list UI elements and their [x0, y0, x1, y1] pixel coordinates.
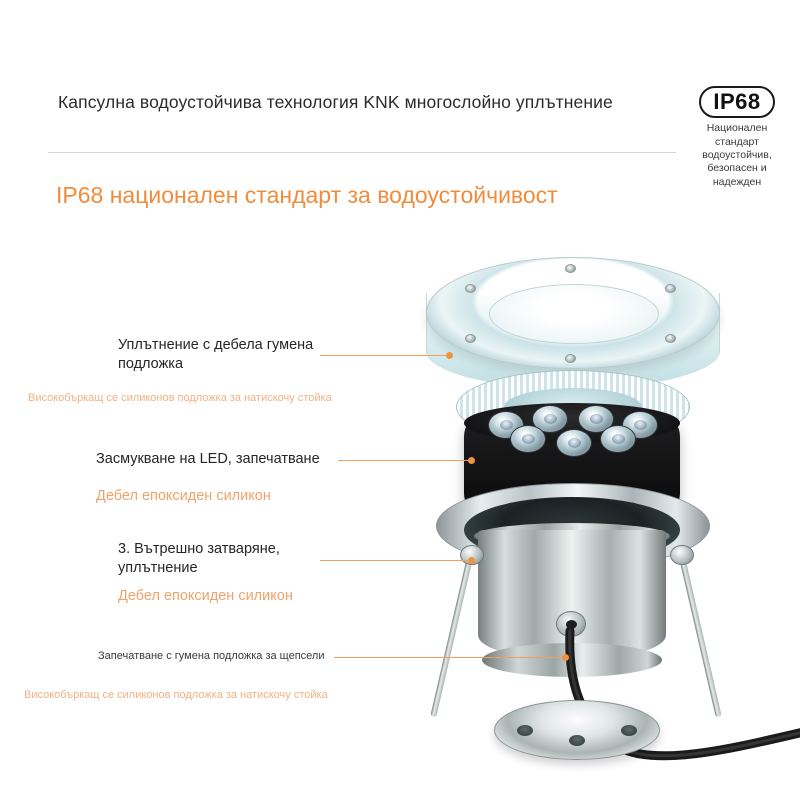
yoke-knob-right: [670, 545, 694, 565]
ring-screw: [665, 334, 676, 343]
ring-screw: [465, 334, 476, 343]
callout-inner-seal-note: [118, 587, 398, 606]
callout-inner-seal: [118, 540, 328, 578]
page-subtitle: IP68 национален стандарт за водоустойчивост: [56, 182, 558, 208]
leader-dot-gasket: [446, 352, 453, 359]
ring-screw: [465, 284, 476, 293]
callout-gasket-note-text: Високобъркащ се силиконов подложка за натискочу стойка: [28, 392, 332, 404]
ip68-badge: [696, 86, 778, 189]
callout-led-potting-note-text: Дебел епоксиден силикон: [96, 488, 271, 504]
callout-gasket: [118, 336, 318, 374]
callout-plug-seal-note-text: Високобъркащ се силиконов подложка за натискочу стойка: [24, 689, 328, 701]
leader-line-inner-seal: [320, 560, 470, 561]
page-title: Капсулна водоустойчива технология KNK многослойно уплътнение: [58, 92, 613, 112]
ring-screw: [665, 284, 676, 293]
ring-screw: [565, 264, 576, 273]
callout-inner-seal-text: 3. Вътрешно затваряне, уплътнение: [118, 541, 280, 577]
glass-ring-inner: [489, 284, 659, 344]
product-illustration: [412, 245, 792, 790]
callout-led-potting-text: Засмукване на LED, запечатване: [96, 451, 320, 467]
yoke-arm-left: [430, 552, 474, 717]
base-mount-hole: [621, 725, 637, 736]
ip68-badge-label: IP68: [699, 86, 774, 118]
ip68-badge-caption: Национален стандарт водоустойчив, безопасен и надежден: [702, 122, 772, 188]
header-divider: [48, 152, 676, 153]
leader-line-gasket: [320, 355, 448, 356]
led-emitter: [556, 429, 592, 457]
callout-led-potting: [96, 450, 346, 469]
callout-plug-seal-note: [24, 688, 424, 703]
base-mount-hole: [569, 735, 585, 746]
callout-plug-seal-text: Запечатване с гумена подложка за щепсели: [98, 650, 325, 662]
leader-line-plug-seal: [334, 657, 564, 658]
leader-line-led: [338, 460, 470, 461]
led-emitter: [510, 425, 546, 453]
callout-gasket-text: Уплътнение с дебела гумена подложка: [118, 337, 314, 373]
led-module-face: [464, 403, 680, 443]
led-emitter: [600, 425, 636, 453]
base-plate: [494, 700, 660, 760]
base-mount-hole: [517, 725, 533, 736]
callout-inner-seal-note-text: Дебел епоксиден силикон: [118, 588, 293, 604]
leader-dot-led: [468, 457, 475, 464]
leader-dot-plug-seal: [562, 654, 569, 661]
callout-gasket-note: [28, 391, 428, 406]
leader-dot-inner-seal: [468, 557, 475, 564]
glass-ring: [426, 257, 720, 369]
callout-plug-seal: [98, 649, 338, 664]
callout-led-potting-note: [96, 487, 376, 506]
ring-screw: [565, 354, 576, 363]
